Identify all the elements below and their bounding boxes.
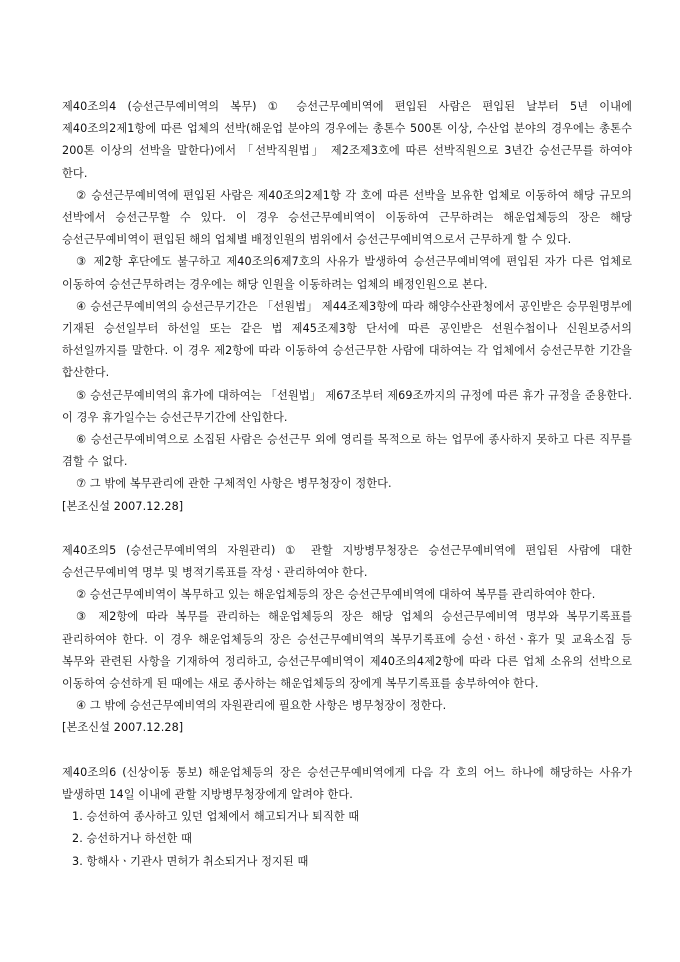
article-40-5-clause-2: ② 승선근무예비역이 복무하고 있는 해운업체등의 장은 승선근무예비역에 대하여 복무를 관리하여야 한다. (76, 588, 596, 602)
article-40-5-clause-1: 제40조의5 (승선근무예비역의 자원관리) ① 관할 지방병무청장은 승선근무예비역에 편입된 사람에 대한 승선근무예비역 명부 및 병적기록표를 작성ㆍ관리하여야 한다. (62, 543, 632, 580)
article-40-4-clause-3: ③ 제2항 후단에도 불구하고 제40조의6제7호의 사유가 발생하여 승선근무예비역에 편입된 자가 다른 업체로 이동하여 승선근무하려는 경우에는 해당 인원을 이동하려는 업체의 배정인원으로 본다. (62, 255, 632, 291)
article-40-6-item: 1. 승선하여 종사하고 있던 업체에서 해고되거나 퇴직한 때 (72, 810, 360, 824)
article-40-4-enactment-note: [본조신설 2007.12.28] (62, 499, 184, 513)
article-40-5-enactment-note: [본조신설 2007.12.28] (62, 721, 184, 735)
article-40-6-main: 제40조의6 (신상이동 통보) 해운업체등의 장은 승선근무예비역에게 다음 각 호의 어느 하나에 해당하는 사유가 발생하면 14일 이내에 관할 지방병무청장에게 알려야 한다. (62, 765, 632, 801)
article-40-4-clause-7: ⑦ 그 밖에 복무관리에 관한 구체적인 사항은 병무청장이 정한다. (76, 477, 392, 491)
article-40-6-item: 2. 승선하거나 하선한 때 (72, 832, 193, 846)
article-40-6-item: 3. 항해사ㆍ기관사 면허가 취소되거나 정지된 때 (72, 854, 309, 868)
article-40-4-clause-4: ④ 승선근무예비역의 승선근무기간은 「선원법」 제44조제3항에 따라 해양수산관청에서 공인받은 승무원명부에 기재된 승선일부터 하선일 또는 같은 법 제45조제3항 단서에 따른 공인받은 선원수첩이나 신원보증서의 하선일까지를 말한다. 이 경우 제2항에 따라 이동하여 승선근무한 사람에 대하여는 각 업체에서 승선근무한 기간을 합산한다. (62, 299, 632, 380)
section-spacer (62, 740, 632, 762)
article-40-4 (62, 96, 632, 518)
section-spacer (62, 518, 632, 540)
article-40-5-clause-3: ③ 제2항에 따라 복무를 관리하는 해운업체등의 장은 해당 업체의 승선근무예비역 명부와 복무기록표를 관리하여야 한다. 이 경우 해운업체등의 장은 승선근무예비역의 복무기록표에 승선ㆍ하선ㆍ휴가 및 교육소집 등 복무와 관련된 사항을 기재하여 정리하고, 승선근무예비역이 제40조의4제2항에 따라 다른 업체 소유의 선박으로 이동하여 승선하게 된 때에는 새로 종사하는 해운업체등의 장에게 복무기록표를 송부하여야 한다. (62, 610, 632, 691)
article-40-4-clause-6: ⑥ 승선근무예비역으로 소집된 사람은 승선근무 외에 영리를 목적으로 하는 업무에 종사하지 못하고 다른 직무를 겸할 수 없다. (62, 433, 632, 469)
article-40-5-clause-4: ④ 그 밖에 승선근무예비역의 자원관리에 필요한 사항은 병무청장이 정한다. (76, 699, 447, 713)
article-40-5 (62, 540, 632, 740)
article-40-4-clause-1: 제40조의4 (승선근무예비역의 복무) ① 승선근무예비역에 편입된 사람은 편입된 날부터 5년 이내에 제40조의2제1항에 따른 업체의 선박(해운업 분야의 경우에는 총톤수 500톤 이상, 수산업 분야의 경우에는 총톤수 200톤 이상의 선박을 말한다)에서 「선박직원법」 제2조제3호에 따른 선박직원으로 3년간 승선근무를 하여야 한다. (62, 100, 632, 180)
document-page (62, 96, 632, 873)
article-40-4-clause-5: ⑤ 승선근무예비역의 휴가에 대하여는 「선원법」 제67조부터 제69조까지의 규정에 따른 휴가 규정을 준용한다. 이 경우 휴가일수는 승선근무기간에 산입한다. (62, 388, 632, 424)
article-40-6 (62, 762, 632, 873)
article-40-4-clause-2: ② 승선근무예비역에 편입된 사람은 제40조의2제1항 각 호에 따른 선박을 보유한 업체로 이동하여 해당 규모의 선박에서 승선근무할 수 있다. 이 경우 승선근무예비역이 이동하여 근무하려는 해운업체등의 장은 해당 승선근무예비역이 편입된 해의 업체별 배정인원의 범위에서 승선근무예비역으로서 근무하게 할 수 있다. (62, 188, 632, 247)
